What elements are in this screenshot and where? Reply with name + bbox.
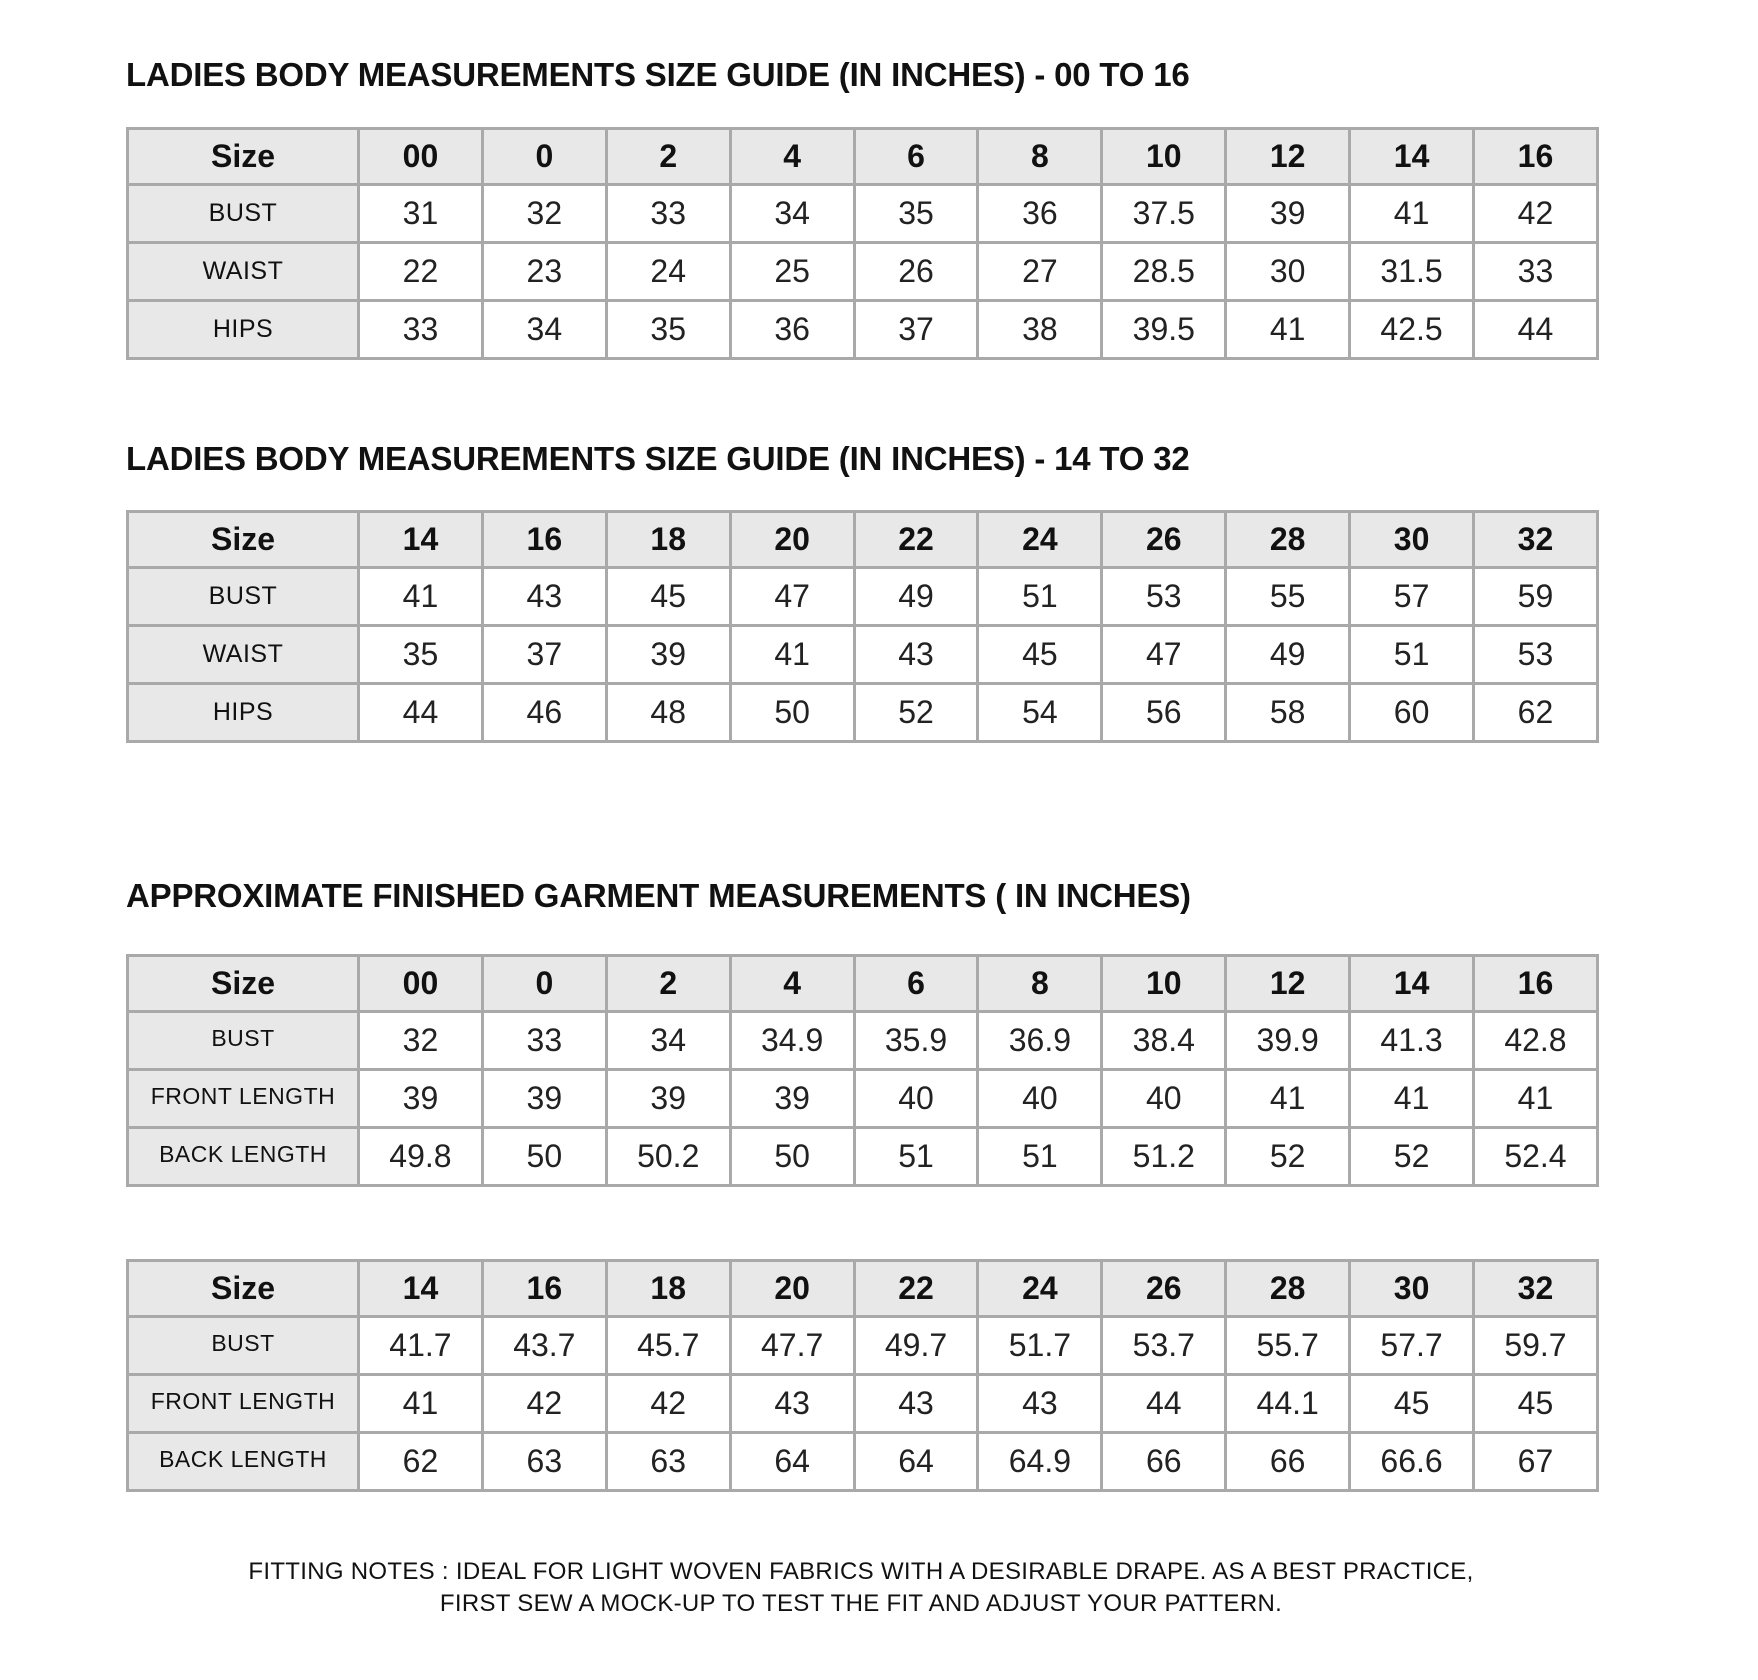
table-row xyxy=(128,1070,1598,1128)
size-header-cell: 6 xyxy=(854,956,978,1012)
measurement-cell: 50.2 xyxy=(606,1128,730,1186)
measurement-cell: 42.5 xyxy=(1350,301,1474,359)
measurement-cell: 45 xyxy=(1350,1375,1474,1433)
measurement-cell: 53 xyxy=(1102,568,1226,626)
measurement-cell: 42 xyxy=(1474,185,1598,243)
measurement-cell: 39 xyxy=(606,1070,730,1128)
size-header-cell: 8 xyxy=(978,956,1102,1012)
measurement-cell: 67 xyxy=(1474,1433,1598,1491)
measurement-cell: 27 xyxy=(978,243,1102,301)
measurement-cell: 63 xyxy=(606,1433,730,1491)
table-row xyxy=(128,1317,1598,1375)
fitting-notes-line-2: FIRST SEW A MOCK-UP TO TEST THE FIT AND ADJUST YOUR PATTERN. xyxy=(439,1590,1283,1617)
measurement-cell: 44 xyxy=(1102,1375,1226,1433)
measurement-cell: 62 xyxy=(1474,684,1598,742)
section-title-garment: APPROXIMATE FINISHED GARMENT MEASUREMENTS ( IN INCHES) xyxy=(126,877,1191,914)
row-label: BUST xyxy=(128,185,359,243)
measurement-cell: 39.5 xyxy=(1102,301,1226,359)
measurement-cell: 51 xyxy=(854,1128,978,1186)
measurement-cell: 33 xyxy=(482,1012,606,1070)
measurement-cell: 41 xyxy=(1226,301,1350,359)
row-label: FRONT LENGTH xyxy=(128,1375,359,1433)
measurement-cell: 64 xyxy=(854,1433,978,1491)
measurement-cell: 41 xyxy=(1350,1070,1474,1128)
measurement-cell: 41 xyxy=(730,626,854,684)
measurement-cell: 64.9 xyxy=(978,1433,1102,1491)
size-header-label: Size xyxy=(128,129,359,185)
measurement-cell: 39 xyxy=(606,626,730,684)
size-header-cell: 26 xyxy=(1102,1261,1226,1317)
row-label: WAIST xyxy=(128,243,359,301)
measurement-cell: 66.6 xyxy=(1350,1433,1474,1491)
measurement-cell: 43 xyxy=(854,626,978,684)
size-header-cell: 00 xyxy=(359,956,483,1012)
measurement-cell: 42.8 xyxy=(1474,1012,1598,1070)
size-header-cell: 14 xyxy=(1350,956,1474,1012)
measurement-cell: 35 xyxy=(606,301,730,359)
measurement-cell: 63 xyxy=(482,1433,606,1491)
measurement-cell: 36 xyxy=(978,185,1102,243)
table-row xyxy=(128,684,1598,742)
measurement-cell: 37.5 xyxy=(1102,185,1226,243)
measurement-cell: 66 xyxy=(1226,1433,1350,1491)
measurement-cell: 32 xyxy=(359,1012,483,1070)
measurement-cell: 50 xyxy=(730,684,854,742)
size-header-cell: 16 xyxy=(482,1261,606,1317)
row-label: BUST xyxy=(128,568,359,626)
size-header-label: Size xyxy=(128,1261,359,1317)
size-header-cell: 0 xyxy=(482,956,606,1012)
size-header-label: Size xyxy=(128,512,359,568)
table-row xyxy=(128,243,1598,301)
size-table-body-00-16 xyxy=(126,127,1599,360)
measurement-cell: 31.5 xyxy=(1350,243,1474,301)
measurement-cell: 42 xyxy=(482,1375,606,1433)
row-label: BACK LENGTH xyxy=(128,1128,359,1186)
size-header-cell: 14 xyxy=(359,1261,483,1317)
row-label: HIPS xyxy=(128,684,359,742)
size-header-cell: 22 xyxy=(854,512,978,568)
size-header-cell: 10 xyxy=(1102,956,1226,1012)
measurement-cell: 36.9 xyxy=(978,1012,1102,1070)
size-header-cell: 2 xyxy=(606,129,730,185)
measurement-cell: 37 xyxy=(854,301,978,359)
size-header-cell: 10 xyxy=(1102,129,1226,185)
measurement-cell: 48 xyxy=(606,684,730,742)
size-header-label: Size xyxy=(128,956,359,1012)
size-header-cell: 2 xyxy=(606,956,730,1012)
measurement-cell: 64 xyxy=(730,1433,854,1491)
measurement-cell: 45.7 xyxy=(606,1317,730,1375)
measurement-cell: 59.7 xyxy=(1474,1317,1598,1375)
measurement-cell: 47 xyxy=(730,568,854,626)
measurement-cell: 40 xyxy=(854,1070,978,1128)
measurement-cell: 52 xyxy=(1226,1128,1350,1186)
measurement-cell: 31 xyxy=(359,185,483,243)
size-header-cell: 12 xyxy=(1226,956,1350,1012)
table-row xyxy=(128,1375,1598,1433)
size-header-cell: 18 xyxy=(606,512,730,568)
measurement-cell: 47 xyxy=(1102,626,1226,684)
table-row xyxy=(128,568,1598,626)
size-header-cell: 30 xyxy=(1350,1261,1474,1317)
table-row xyxy=(128,1128,1598,1186)
section-title-body-14-32: LADIES BODY MEASUREMENTS SIZE GUIDE (IN INCHES) - 14 TO 32 xyxy=(126,440,1190,477)
measurement-cell: 51.7 xyxy=(978,1317,1102,1375)
size-header-row xyxy=(128,956,1598,1012)
measurement-cell: 41 xyxy=(359,568,483,626)
measurement-cell: 51 xyxy=(1350,626,1474,684)
measurement-cell: 52 xyxy=(854,684,978,742)
measurement-cell: 43 xyxy=(978,1375,1102,1433)
measurement-cell: 26 xyxy=(854,243,978,301)
measurement-cell: 42 xyxy=(606,1375,730,1433)
fitting-notes-line-1: FITTING NOTES : IDEAL FOR LIGHT WOVEN FABRICS WITH A DESIRABLE DRAPE. AS A BEST PRACTICE, xyxy=(248,1558,1474,1585)
size-header-cell: 6 xyxy=(854,129,978,185)
measurement-cell: 35 xyxy=(854,185,978,243)
measurement-cell: 49 xyxy=(1226,626,1350,684)
measurement-cell: 44 xyxy=(359,684,483,742)
measurement-cell: 57.7 xyxy=(1350,1317,1474,1375)
measurement-cell: 58 xyxy=(1226,684,1350,742)
measurement-cell: 40 xyxy=(1102,1070,1226,1128)
size-header-cell: 12 xyxy=(1226,129,1350,185)
measurement-cell: 52 xyxy=(1350,1128,1474,1186)
measurement-cell: 37 xyxy=(482,626,606,684)
measurement-cell: 24 xyxy=(606,243,730,301)
measurement-cell: 28.5 xyxy=(1102,243,1226,301)
measurement-cell: 57 xyxy=(1350,568,1474,626)
measurement-cell: 41.3 xyxy=(1350,1012,1474,1070)
size-header-cell: 18 xyxy=(606,1261,730,1317)
row-label: BUST xyxy=(128,1012,359,1070)
table-row xyxy=(128,1012,1598,1070)
measurement-cell: 47.7 xyxy=(730,1317,854,1375)
measurement-cell: 38 xyxy=(978,301,1102,359)
measurement-cell: 25 xyxy=(730,243,854,301)
size-header-cell: 14 xyxy=(1350,129,1474,185)
measurement-cell: 66 xyxy=(1102,1433,1226,1491)
measurement-cell: 36 xyxy=(730,301,854,359)
size-header-cell: 16 xyxy=(1474,129,1598,185)
measurement-cell: 39 xyxy=(1226,185,1350,243)
measurement-cell: 51 xyxy=(978,1128,1102,1186)
measurement-cell: 41.7 xyxy=(359,1317,483,1375)
measurement-cell: 52.4 xyxy=(1474,1128,1598,1186)
measurement-cell: 41 xyxy=(1226,1070,1350,1128)
measurement-cell: 51 xyxy=(978,568,1102,626)
measurement-cell: 41 xyxy=(1350,185,1474,243)
size-header-row xyxy=(128,1261,1598,1317)
measurement-cell: 45 xyxy=(606,568,730,626)
size-header-cell: 4 xyxy=(730,129,854,185)
measurement-cell: 34.9 xyxy=(730,1012,854,1070)
measurement-cell: 56 xyxy=(1102,684,1226,742)
size-header-cell: 32 xyxy=(1474,1261,1598,1317)
measurement-cell: 39 xyxy=(482,1070,606,1128)
measurement-cell: 45 xyxy=(1474,1375,1598,1433)
table-row xyxy=(128,1433,1598,1491)
measurement-cell: 41 xyxy=(1474,1070,1598,1128)
measurement-cell: 34 xyxy=(730,185,854,243)
size-header-cell: 20 xyxy=(730,1261,854,1317)
fitting-notes xyxy=(126,1556,1596,1620)
measurement-cell: 32 xyxy=(482,185,606,243)
measurement-cell: 53.7 xyxy=(1102,1317,1226,1375)
measurement-cell: 30 xyxy=(1226,243,1350,301)
size-header-cell: 20 xyxy=(730,512,854,568)
size-header-cell: 16 xyxy=(1474,956,1598,1012)
table-row xyxy=(128,185,1598,243)
measurement-cell: 39.9 xyxy=(1226,1012,1350,1070)
measurement-cell: 45 xyxy=(978,626,1102,684)
measurement-cell: 62 xyxy=(359,1433,483,1491)
measurement-cell: 54 xyxy=(978,684,1102,742)
measurement-cell: 43 xyxy=(730,1375,854,1433)
measurement-cell: 43 xyxy=(854,1375,978,1433)
measurement-cell: 34 xyxy=(482,301,606,359)
size-table-garment-14-32 xyxy=(126,1259,1599,1492)
measurement-cell: 53 xyxy=(1474,626,1598,684)
measurement-cell: 49.8 xyxy=(359,1128,483,1186)
row-label: HIPS xyxy=(128,301,359,359)
measurement-cell: 33 xyxy=(359,301,483,359)
measurement-cell: 33 xyxy=(606,185,730,243)
measurement-cell: 59 xyxy=(1474,568,1598,626)
measurement-cell: 23 xyxy=(482,243,606,301)
size-header-cell: 30 xyxy=(1350,512,1474,568)
measurement-cell: 46 xyxy=(482,684,606,742)
measurement-cell: 50 xyxy=(730,1128,854,1186)
size-table-body-14-32 xyxy=(126,510,1599,743)
measurement-cell: 39 xyxy=(359,1070,483,1128)
measurement-cell: 38.4 xyxy=(1102,1012,1226,1070)
measurement-cell: 49 xyxy=(854,568,978,626)
size-header-cell: 28 xyxy=(1226,512,1350,568)
size-header-cell: 00 xyxy=(359,129,483,185)
measurement-cell: 49.7 xyxy=(854,1317,978,1375)
size-header-cell: 8 xyxy=(978,129,1102,185)
measurement-cell: 43.7 xyxy=(482,1317,606,1375)
size-header-cell: 24 xyxy=(978,512,1102,568)
row-label: BUST xyxy=(128,1317,359,1375)
measurement-cell: 44.1 xyxy=(1226,1375,1350,1433)
row-label: WAIST xyxy=(128,626,359,684)
size-header-cell: 0 xyxy=(482,129,606,185)
size-header-cell: 32 xyxy=(1474,512,1598,568)
measurement-cell: 33 xyxy=(1474,243,1598,301)
size-header-cell: 22 xyxy=(854,1261,978,1317)
row-label: FRONT LENGTH xyxy=(128,1070,359,1128)
table-row xyxy=(128,301,1598,359)
measurement-cell: 43 xyxy=(482,568,606,626)
size-header-row xyxy=(128,512,1598,568)
size-table-garment-00-16 xyxy=(126,954,1599,1187)
measurement-cell: 40 xyxy=(978,1070,1102,1128)
section-title-body-00-16: LADIES BODY MEASUREMENTS SIZE GUIDE (IN INCHES) - 00 TO 16 xyxy=(126,56,1190,93)
size-header-cell: 26 xyxy=(1102,512,1226,568)
size-header-row xyxy=(128,129,1598,185)
measurement-cell: 51.2 xyxy=(1102,1128,1226,1186)
measurement-cell: 35.9 xyxy=(854,1012,978,1070)
size-header-cell: 14 xyxy=(359,512,483,568)
measurement-cell: 39 xyxy=(730,1070,854,1128)
table-row xyxy=(128,626,1598,684)
measurement-cell: 41 xyxy=(359,1375,483,1433)
size-header-cell: 4 xyxy=(730,956,854,1012)
size-header-cell: 28 xyxy=(1226,1261,1350,1317)
measurement-cell: 55 xyxy=(1226,568,1350,626)
size-header-cell: 16 xyxy=(482,512,606,568)
measurement-cell: 60 xyxy=(1350,684,1474,742)
measurement-cell: 44 xyxy=(1474,301,1598,359)
measurement-cell: 55.7 xyxy=(1226,1317,1350,1375)
row-label: BACK LENGTH xyxy=(128,1433,359,1491)
measurement-cell: 22 xyxy=(359,243,483,301)
measurement-cell: 35 xyxy=(359,626,483,684)
size-header-cell: 24 xyxy=(978,1261,1102,1317)
measurement-cell: 50 xyxy=(482,1128,606,1186)
measurement-cell: 34 xyxy=(606,1012,730,1070)
